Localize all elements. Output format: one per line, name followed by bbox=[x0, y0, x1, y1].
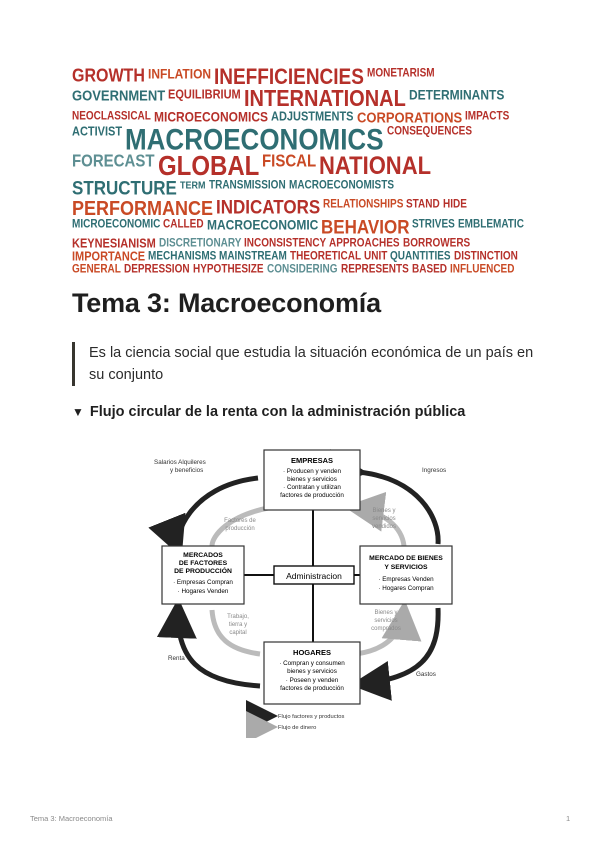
banner-word: CONSEQUENCES bbox=[387, 125, 473, 138]
word-cloud-banner bbox=[72, 68, 529, 284]
banner-word: DISTINCTION bbox=[454, 250, 518, 263]
empresas-title: EMPRESAS bbox=[290, 456, 334, 465]
banner-word: PERFORMANCE bbox=[72, 196, 214, 220]
banner-word: MAINSTREAM bbox=[219, 250, 287, 263]
banner-word: CONSIDERING bbox=[267, 263, 338, 276]
banner-word: TERM bbox=[180, 179, 206, 191]
banner-word: MECHANISMS bbox=[148, 250, 217, 263]
hogares-title: HOGARES bbox=[293, 648, 331, 657]
legend-label: Flujo factores y productos bbox=[278, 714, 345, 720]
bienes-comprados-label: comprados bbox=[371, 626, 401, 632]
banner-word: STRUCTURE bbox=[72, 177, 177, 200]
bienes-vendidos-label: Bienes y bbox=[372, 508, 396, 514]
banner-word: MACROECONOMICS bbox=[125, 121, 384, 157]
banner-word: BORROWERS bbox=[403, 237, 471, 250]
banner-word: NEOCLASSICAL bbox=[72, 110, 151, 123]
banner-word: HIDE bbox=[443, 198, 467, 211]
banner-word: INTERNATIONAL bbox=[244, 86, 406, 112]
banner-word: REPRESENTS bbox=[341, 263, 409, 276]
mercado-bienes-line: · Empresas Venden bbox=[378, 576, 434, 583]
banner-word: ACTIVIST bbox=[72, 125, 123, 139]
banner-word: UNIT bbox=[364, 250, 388, 263]
bienes-comprados-label: Bienes y bbox=[374, 610, 398, 616]
hogares-line: bienes y servicios bbox=[287, 668, 337, 675]
gastos-label: Gastos bbox=[416, 671, 436, 678]
banner-word: STRIVES bbox=[412, 218, 455, 231]
empresas-line: · Contratan y utilizan bbox=[283, 484, 341, 491]
banner-word: MACROECONOMIC bbox=[207, 216, 319, 233]
banner-word: QUANTITIES bbox=[390, 250, 451, 263]
banner-word: INDICATORS bbox=[216, 196, 321, 219]
footer-page-number: 1 bbox=[566, 814, 571, 823]
banner-word: KEYNESIANISM bbox=[72, 237, 156, 251]
banner-word: MICROECONOMICS bbox=[154, 108, 268, 125]
hogares-line: · Poseen y venden bbox=[285, 677, 339, 684]
banner-word: GROWTH bbox=[72, 68, 145, 87]
empresas-line: bienes y servicios bbox=[287, 476, 337, 483]
empresas-line: factores de producción bbox=[280, 492, 344, 499]
ingresos-label: Ingresos bbox=[422, 467, 447, 474]
banner-word: INFLUENCED bbox=[450, 263, 515, 276]
mercado-bienes-title: MERCADO DE BIENES bbox=[369, 555, 443, 562]
circular-flow-diagram bbox=[148, 438, 468, 738]
banner-word: EMBLEMATIC bbox=[458, 218, 524, 231]
banner-word: INCONSISTENCY bbox=[244, 237, 327, 250]
banner-word: BEHAVIOR bbox=[321, 216, 410, 239]
banner-word: RELATIONSHIPS bbox=[323, 198, 404, 211]
banner-word: MICROECONOMIC bbox=[72, 218, 161, 231]
empresas-line: · Producen y venden bbox=[282, 468, 342, 475]
renta-label: Renta bbox=[168, 655, 185, 662]
banner-word: GENERAL bbox=[72, 263, 121, 276]
banner-word: APPROACHES bbox=[329, 237, 400, 250]
mercados-factores-title: DE FACTORES bbox=[178, 560, 228, 567]
mercado-bienes-line: · Hogares Compran bbox=[378, 585, 434, 592]
banner-word: STAND bbox=[406, 198, 440, 211]
banner-word: MONETARISM bbox=[367, 68, 435, 80]
mercados-factores-box bbox=[162, 546, 244, 604]
mercados-factores-title: MERCADOS bbox=[183, 552, 223, 559]
bienes-vendidos-label: vendidos bbox=[371, 524, 397, 530]
legend-label: Flujo de dinero bbox=[278, 725, 317, 731]
salarios-label: Salarios Alquileres bbox=[154, 459, 206, 466]
factores-label: Factores de bbox=[224, 518, 256, 524]
hogares-line: · Compran y consumen bbox=[279, 660, 345, 667]
trabajo-label: capital bbox=[229, 630, 247, 636]
toggle-triangle-icon[interactable]: ▼ bbox=[72, 405, 84, 419]
banner-word: INEFFICIENCIES bbox=[214, 68, 364, 90]
trabajo-label: Trabajo, bbox=[227, 614, 249, 620]
banner-word: MACROECONOMISTS bbox=[289, 179, 394, 192]
bienes-comprados-label: servicios bbox=[374, 618, 398, 624]
banner-word: NATIONAL bbox=[319, 151, 432, 180]
page-title: Tema 3: Macroeconomía bbox=[72, 288, 381, 318]
toggle-block[interactable] bbox=[72, 404, 465, 420]
footer-title: Tema 3: Macroeconomía bbox=[30, 814, 113, 823]
banner-word: FORECAST bbox=[72, 151, 155, 172]
toggle-label: Flujo circular de la renta con la administración pública bbox=[89, 404, 466, 420]
banner-word: CORPORATIONS bbox=[357, 108, 463, 127]
administracion-label: Administracion bbox=[286, 571, 342, 581]
mercado-bienes-box bbox=[360, 546, 452, 604]
mercados-factores-title: DE PRODUCCIÓN bbox=[174, 568, 232, 575]
mercados-factores-line: · Hogares Venden bbox=[177, 588, 229, 595]
trabajo-label: tierra y bbox=[228, 622, 248, 628]
banner-word: EQUILIBRIUM bbox=[168, 88, 241, 102]
banner-word: GLOBAL bbox=[158, 150, 260, 183]
bienes-vendidos-label: servicios bbox=[372, 516, 396, 522]
mercados-factores-line: · Empresas Compran bbox=[173, 579, 233, 586]
banner-word: DISCRETIONARY bbox=[159, 237, 242, 250]
diagram-legend bbox=[252, 714, 344, 731]
banner-word: HYPOTHESIZE bbox=[193, 263, 264, 276]
banner-word: ADJUSTMENTS bbox=[271, 110, 354, 124]
banner-word: INFLATION bbox=[148, 68, 212, 82]
banner-word: GOVERNMENT bbox=[72, 86, 166, 105]
quote-block: Es la ciencia social que estudia la situación económica de un país en su conjunto bbox=[72, 342, 549, 386]
banner-word: FISCAL bbox=[262, 151, 317, 172]
administracion-box bbox=[274, 566, 354, 584]
banner-word: BASED bbox=[412, 263, 448, 276]
banner-word: DETERMINANTS bbox=[409, 86, 505, 103]
banner-word: DEPRESSION bbox=[124, 263, 190, 276]
banner-word: TRANSMISSION bbox=[209, 179, 286, 192]
empresas-box bbox=[264, 450, 360, 510]
hogares-box bbox=[264, 642, 360, 704]
banner-word: IMPACTS bbox=[465, 110, 510, 123]
banner-word: CALLED bbox=[163, 218, 204, 231]
hogares-line: factores de producción bbox=[280, 685, 344, 692]
salarios-label: y beneficios bbox=[170, 467, 204, 474]
banner-word: THEORETICAL bbox=[290, 250, 362, 263]
banner-word: IMPORTANCE bbox=[72, 250, 146, 264]
mercado-bienes-title: Y SERVICIOS bbox=[384, 564, 428, 571]
factores-label: producción bbox=[225, 526, 255, 532]
